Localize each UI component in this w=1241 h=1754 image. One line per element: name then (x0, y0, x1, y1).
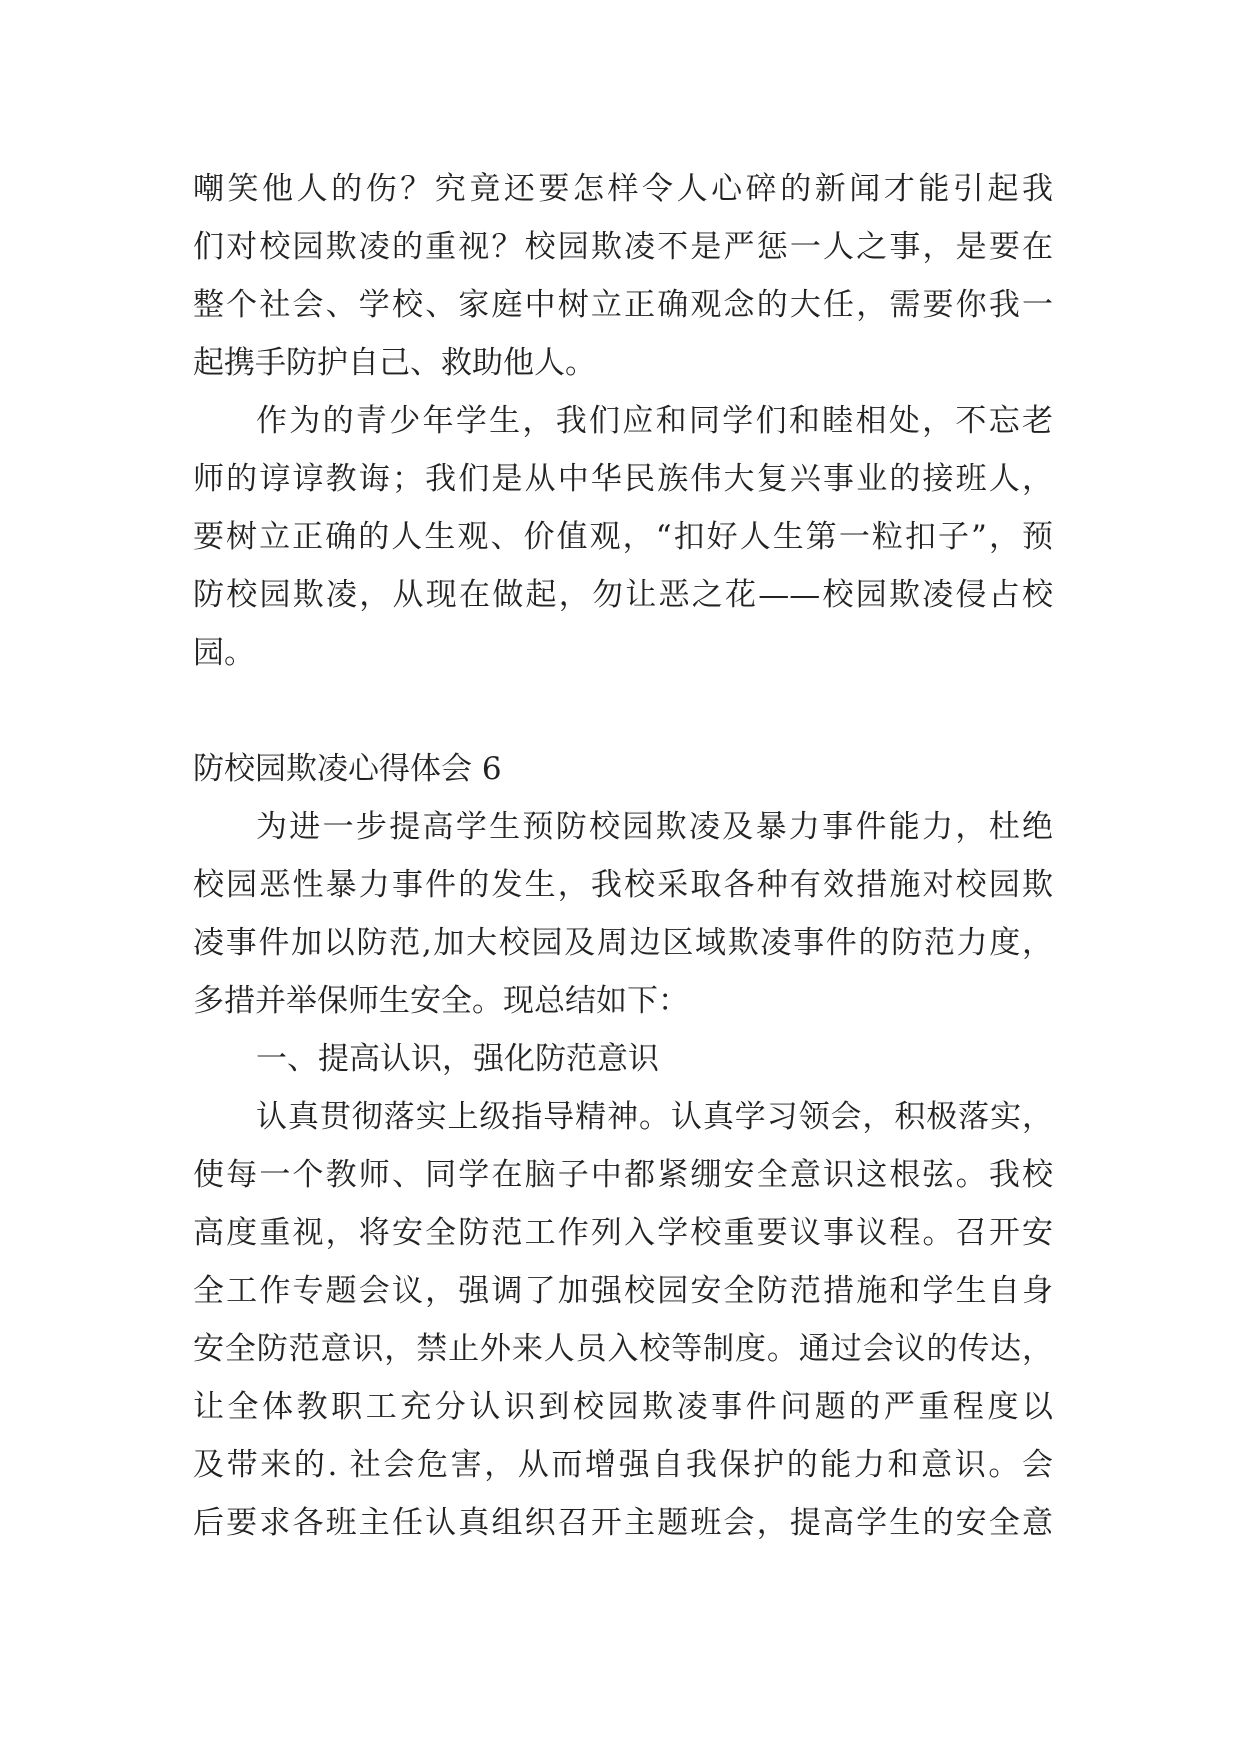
paragraph (193, 798, 1053, 1030)
document-body (193, 160, 1053, 1552)
text-line: 校园恶性暴力事件的发生，我校采取各种有效措施对校园欺 (193, 867, 1053, 903)
text-line: 们对校园欺凌的重视？校园欺凌不是严惩一人之事，是要在 (193, 229, 1053, 265)
text-line: 园。 (193, 635, 255, 671)
paragraph-continued (193, 160, 1053, 392)
text-line: 认真贯彻落实上级指导精神。认真学习领会，积极落实， (256, 1099, 1053, 1135)
text-line: 安全防范意识，禁止外来人员入校等制度。通过会议的传达， (193, 1331, 1053, 1367)
text-line: 作为的青少年学生，我们应和同学们和睦相处，不忘老 (256, 403, 1053, 439)
text-line: 凌事件加以防范,加大校园及周边区域欺凌事件的防范力度， (193, 925, 1053, 961)
text-line: 嘲笑他人的伤？究竟还要怎样令人心碎的新闻才能引起我 (193, 171, 1053, 207)
paragraph (193, 392, 1053, 682)
text-line: 高度重视，将安全防范工作列入学校重要议事议程。召开安 (193, 1215, 1053, 1251)
text-line: 要树立正确的人生观、价值观，“扣好人生第一粒扣子”，预 (193, 519, 1053, 555)
subheading: 一、提高认识，强化防范意识 (256, 1041, 659, 1077)
text-line: 使每一个教师、同学在脑子中都紧绷安全意识这根弦。我校 (193, 1157, 1053, 1193)
text-line: 整个社会、学校、家庭中树立正确观念的大任，需要你我一 (193, 287, 1053, 323)
text-line: 多措并举保师生安全。现总结如下： (193, 983, 689, 1019)
text-line: 让全体教职工充分认识到校园欺凌事件问题的严重程度以 (193, 1389, 1053, 1425)
text-line: 师的谆谆教诲；我们是从中华民族伟大复兴事业的接班人， (193, 461, 1053, 497)
text-line: 及带来的. 社会危害，从而增强自我保护的能力和意识。会 (193, 1447, 1053, 1483)
section-spacer (193, 682, 1053, 740)
text-line: 全工作专题会议，强调了加强校园安全防范措施和学生自身 (193, 1273, 1053, 1309)
section-title: 防校园欺凌心得体会 6 (193, 751, 502, 787)
paragraph (193, 1088, 1053, 1552)
text-line: 防校园欺凌，从现在做起，勿让恶之花——校园欺凌侵占校 (193, 577, 1053, 613)
text-line: 为进一步提高学生预防校园欺凌及暴力事件能力，杜绝 (256, 809, 1053, 845)
text-line: 后要求各班主任认真组织召开主题班会，提高学生的安全意 (193, 1505, 1053, 1541)
text-line: 起携手防护自己、救助他人。 (193, 345, 596, 381)
